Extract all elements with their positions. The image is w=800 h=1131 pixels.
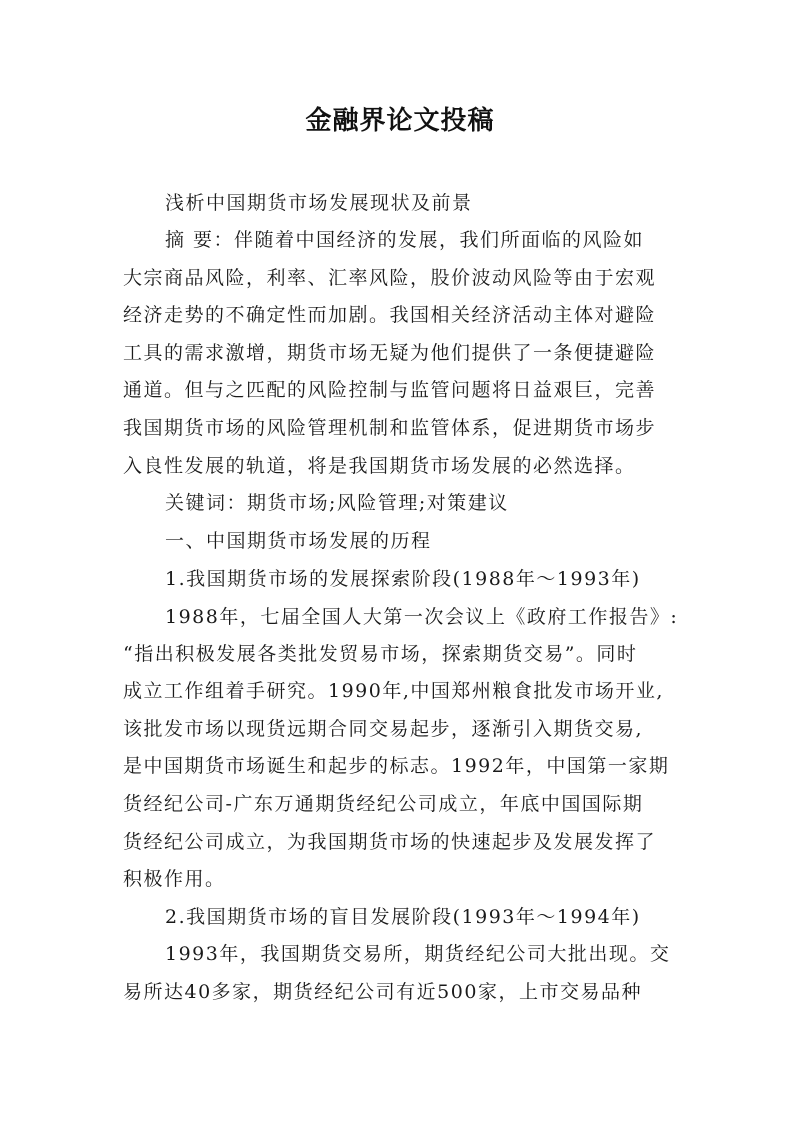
abstract-line: 通道。但与之匹配的风险控制与监管问题将日益艰巨，完善: [123, 379, 657, 401]
body-line: 货经纪公司-广东万通期货经纪公司成立，年底中国国际期: [123, 793, 644, 815]
abstract-line: 我国期货市场的风险管理机制和监管体系，促进期货市场步: [123, 417, 657, 439]
body-line: 成立工作组着手研究。1990年,中国郑州粮食批发市场开业,: [123, 680, 664, 702]
body-line: 1993年，我国期货交易所，期货经纪公司大批出现。交: [165, 943, 671, 965]
abstract-line: 经济走势的不确定性而加剧。我国相关经济活动主体对避险: [123, 304, 657, 326]
abstract-line: 工具的需求激增，期货市场无疑为他们提供了一条便捷避险: [123, 342, 657, 364]
body-line: 易所达40多家，期货经纪公司有近500家，上市交易品种: [123, 981, 642, 1003]
abstract-line: 摘 要：伴随着中国经济的发展，我们所面临的风险如: [165, 229, 645, 251]
subsection-heading: 1.我国期货市场的发展探索阶段(1988年～1993年): [165, 568, 641, 590]
body-line: 货经纪公司成立，为我国期货市场的快速起步及发展发挥了: [123, 831, 657, 853]
body-line: 该批发市场以现货远期合同交易起步，逐渐引入期货交易,: [123, 718, 644, 740]
abstract-line: 入良性发展的轨道，将是我国期货市场发展的必然选择。: [123, 455, 636, 477]
body-line: 是中国期货市场诞生和起步的标志。1992年，中国第一家期: [123, 755, 670, 777]
body-line: 积极作用。: [123, 868, 226, 890]
article-title: 浅析中国期货市场发展现状及前景: [165, 192, 473, 214]
keywords-line: 关键词：期货市场;风险管理;对策建议: [165, 492, 509, 514]
document-title: 金融界论文投稿: [305, 106, 495, 136]
abstract-line: 大宗商品风险，利率、汇率风险，股价波动风险等由于宏观: [123, 267, 657, 289]
body-line: 1988年，七届全国人大第一次会议上《政府工作报告》:: [165, 606, 679, 628]
body-line: “指出积极发展各类批发贸易市场，探索期货交易”。同时: [123, 643, 638, 665]
section-heading: 一、中国期货市场发展的历程: [165, 530, 432, 552]
subsection-heading: 2.我国期货市场的盲目发展阶段(1993年～1994年): [165, 906, 641, 928]
